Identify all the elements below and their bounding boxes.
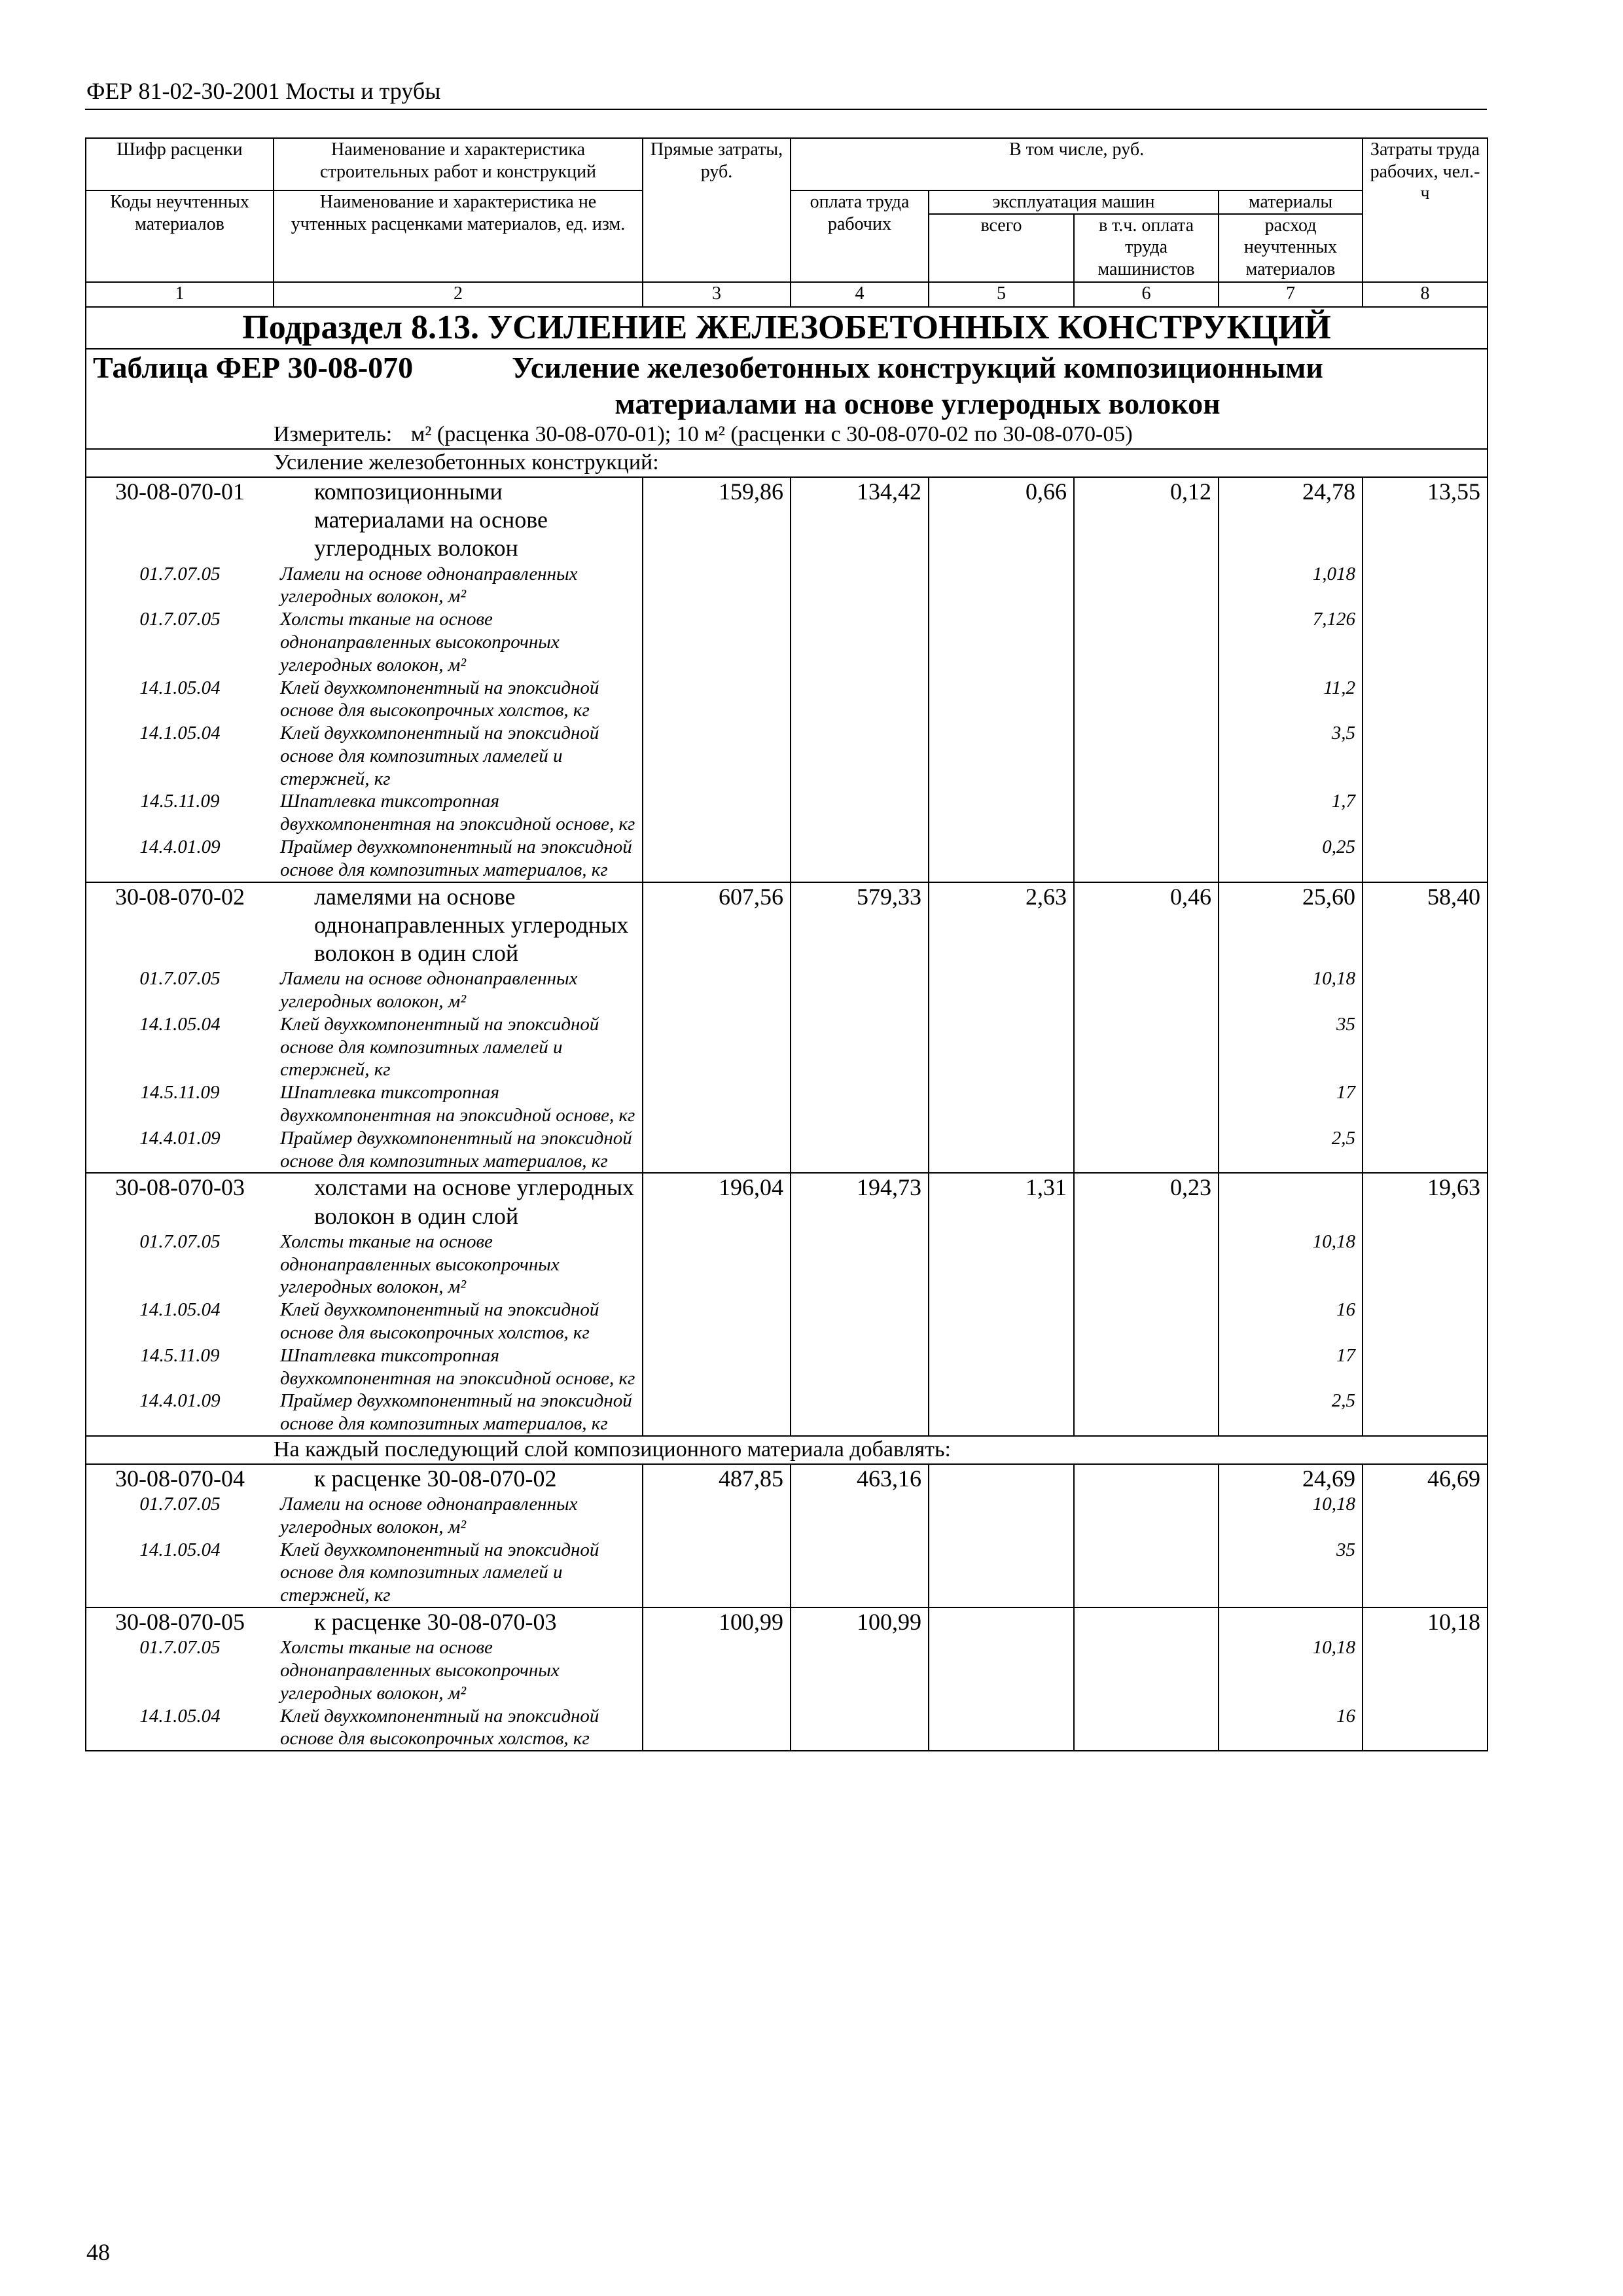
material-row <box>86 1230 1488 1299</box>
empty-cell <box>1363 608 1488 676</box>
empty-cell <box>1074 1493 1219 1539</box>
materials-cost: 25,60 <box>1219 882 1363 968</box>
col-header-unaccounted-materials: расход неучтенных материалов <box>1219 214 1363 282</box>
empty-cell <box>1363 1230 1488 1299</box>
material-code: 14.1.05.04 <box>86 1013 274 1081</box>
rate-name: композиционными материалами на основе углеродных волокон <box>274 477 643 563</box>
material-row <box>86 1493 1488 1539</box>
material-quantity: 16 <box>1219 1705 1363 1751</box>
empty-cell <box>929 1299 1074 1344</box>
measure-text: м² (расценка 30-08-070-01); 10 м² (расценки с 30-08-070-02 по 30-08-070-05) <box>410 422 1133 447</box>
empty-cell <box>791 1705 929 1751</box>
measure-label: Измеритель: <box>274 422 393 447</box>
col-number: 2 <box>274 282 643 307</box>
empty-cell <box>643 608 791 676</box>
material-code: 01.7.07.05 <box>86 967 274 1013</box>
empty-cell <box>1363 1636 1488 1704</box>
material-code: 14.5.11.09 <box>86 1344 274 1390</box>
material-code: 14.1.05.04 <box>86 1705 274 1751</box>
empty-cell <box>791 1081 929 1127</box>
empty-cell <box>791 563 929 609</box>
empty-cell <box>929 1539 1074 1607</box>
empty-cell <box>1074 1539 1219 1607</box>
material-code: 14.5.11.09 <box>86 790 274 836</box>
material-code: 14.4.01.09 <box>86 836 274 882</box>
empty-cell <box>929 677 1074 723</box>
table-title-label: Таблица ФЕР 30-08-070 <box>93 350 414 384</box>
empty-cell <box>643 1344 791 1390</box>
material-quantity: 35 <box>1219 1013 1363 1081</box>
labor-pay: 100,99 <box>791 1607 929 1636</box>
materials-cost: 24,69 <box>1219 1464 1363 1493</box>
material-name: Шпатлевка тиксотропная двухкомпонентная на эпоксидной основе, кг <box>274 790 643 836</box>
material-code: 01.7.07.05 <box>86 1230 274 1299</box>
empty-cell <box>791 967 929 1013</box>
empty-cell <box>643 1230 791 1299</box>
col-header-machines: эксплуатация машин <box>929 190 1219 214</box>
material-quantity: 7,126 <box>1219 608 1363 676</box>
material-quantity: 17 <box>1219 1081 1363 1127</box>
empty-cell <box>791 790 929 836</box>
empty-cell <box>929 1081 1074 1127</box>
empty-cell <box>1363 677 1488 723</box>
material-name: Клей двухкомпонентный на эпоксидной основе для композитных ламелей и стержней, кг <box>274 1539 643 1607</box>
empty-cell <box>929 836 1074 882</box>
empty-cell <box>929 563 1074 609</box>
col-header-material-codes: Коды неучтенных материалов <box>86 190 274 282</box>
empty-cell <box>1074 1127 1219 1174</box>
rate-code: 30-08-070-02 <box>86 882 274 968</box>
empty-cell <box>643 1127 791 1174</box>
col-header-machines-total: всего <box>929 214 1074 282</box>
material-code: 14.4.01.09 <box>86 1390 274 1436</box>
running-header: ФЕР 81-02-30-2001 Мосты и трубы <box>86 78 441 104</box>
empty-cell <box>1074 1013 1219 1081</box>
material-code: 01.7.07.05 <box>86 1636 274 1704</box>
materials-cost <box>1219 1173 1363 1230</box>
col-header-materials: материалы <box>1219 190 1363 214</box>
empty-cell <box>929 1390 1074 1436</box>
material-name: Клей двухкомпонентный на эпоксидной основе для композитных ламелей и стержней, кг <box>274 722 643 790</box>
machinists-pay <box>1074 1464 1219 1493</box>
empty-cell <box>791 1344 929 1390</box>
empty-cell <box>791 722 929 790</box>
col-header-work-name: Наименование и характеристика строительных работ и конструкций <box>274 138 643 190</box>
empty-cell <box>791 1493 929 1539</box>
empty-cell <box>643 790 791 836</box>
col-number: 4 <box>791 282 929 307</box>
material-code: 14.1.05.04 <box>86 1299 274 1344</box>
material-row <box>86 563 1488 609</box>
empty-cell <box>643 563 791 609</box>
empty-cell <box>929 1230 1074 1299</box>
labor-pay: 134,42 <box>791 477 929 563</box>
header-rule <box>85 109 1487 110</box>
empty-cell <box>791 1390 929 1436</box>
empty-cell <box>1074 1299 1219 1344</box>
material-code: 14.1.05.04 <box>86 1539 274 1607</box>
empty-cell <box>1363 1539 1488 1607</box>
material-quantity: 16 <box>1219 1299 1363 1344</box>
material-quantity: 10,18 <box>1219 1636 1363 1704</box>
col-number: 5 <box>929 282 1074 307</box>
empty-cell <box>643 1299 791 1344</box>
empty-cell <box>1363 1705 1488 1751</box>
group-heading: На каждый последующий слой композиционного материала добавлять: <box>274 1436 1488 1464</box>
direct-costs: 159,86 <box>643 477 791 563</box>
empty-cell <box>791 1230 929 1299</box>
labor-pay: 463,16 <box>791 1464 929 1493</box>
material-name: Клей двухкомпонентный на эпоксидной основе для высокопрочных холстов, кг <box>274 677 643 723</box>
material-quantity: 2,5 <box>1219 1127 1363 1174</box>
machinists-pay: 0,23 <box>1074 1173 1219 1230</box>
labor-hours: 46,69 <box>1363 1464 1488 1493</box>
material-name: Ламели на основе однонаправленных углеродных волокон, м² <box>274 967 643 1013</box>
material-code: 01.7.07.05 <box>86 1493 274 1539</box>
empty-cell <box>929 1636 1074 1704</box>
material-name: Шпатлевка тиксотропная двухкомпонентная на эпоксидной основе, кг <box>274 1344 643 1390</box>
rate-code: 30-08-070-05 <box>86 1607 274 1636</box>
material-row <box>86 967 1488 1013</box>
material-row <box>86 722 1488 790</box>
material-row <box>86 1127 1488 1174</box>
machines-total: 0,66 <box>929 477 1074 563</box>
empty-cell <box>791 1636 929 1704</box>
material-name: Клей двухкомпонентный на эпоксидной основе для высокопрочных холстов, кг <box>274 1299 643 1344</box>
empty-cell <box>643 1390 791 1436</box>
labor-hours: 13,55 <box>1363 477 1488 563</box>
empty-cell <box>643 1636 791 1704</box>
material-name: Праймер двухкомпонентный на эпоксидной основе для композитных материалов, кг <box>274 1390 643 1436</box>
material-row <box>86 1705 1488 1751</box>
empty-cell <box>929 1493 1074 1539</box>
empty-cell <box>1074 1390 1219 1436</box>
empty-cell <box>1363 722 1488 790</box>
labor-pay: 579,33 <box>791 882 929 968</box>
empty-cell <box>1363 836 1488 882</box>
material-name: Клей двухкомпонентный на эпоксидной основе для композитных ламелей и стержней, кг <box>274 1013 643 1081</box>
material-row <box>86 1539 1488 1607</box>
material-quantity: 0,25 <box>1219 836 1363 882</box>
rate-name: к расценке 30-08-070-02 <box>274 1464 643 1493</box>
material-quantity: 17 <box>1219 1344 1363 1390</box>
direct-costs: 196,04 <box>643 1173 791 1230</box>
material-row <box>86 1344 1488 1390</box>
empty-cell <box>1074 608 1219 676</box>
empty-cell <box>1363 1493 1488 1539</box>
empty-cell <box>791 836 929 882</box>
machines-total <box>929 1464 1074 1493</box>
empty-cell <box>1074 677 1219 723</box>
empty-cell <box>929 1013 1074 1081</box>
empty-cell <box>1363 1390 1488 1436</box>
empty-cell <box>791 1127 929 1174</box>
col-header-rate-code: Шифр расценки <box>86 138 274 190</box>
empty-cell <box>791 608 929 676</box>
material-quantity: 1,018 <box>1219 563 1363 609</box>
empty-cell <box>1074 1344 1219 1390</box>
empty-cell <box>929 1344 1074 1390</box>
rate-row <box>86 1173 1488 1230</box>
empty-cell <box>1074 967 1219 1013</box>
empty-cell <box>643 1705 791 1751</box>
materials-cost <box>1219 1607 1363 1636</box>
machines-total <box>929 1607 1074 1636</box>
col-number: 8 <box>1363 282 1488 307</box>
empty-cell <box>1074 836 1219 882</box>
material-quantity: 10,18 <box>1219 1493 1363 1539</box>
empty-cell <box>1363 967 1488 1013</box>
empty-cell <box>929 1127 1074 1174</box>
col-number: 3 <box>643 282 791 307</box>
material-name: Ламели на основе однонаправленных углеродных волокон, м² <box>274 1493 643 1539</box>
material-row <box>86 608 1488 676</box>
labor-hours: 58,40 <box>1363 882 1488 968</box>
material-row <box>86 677 1488 723</box>
col-header-including: В том числе, руб. <box>791 138 1363 190</box>
empty-cell <box>1074 1230 1219 1299</box>
material-name: Холсты тканые на основе однонаправленных высокопрочных углеродных волокон, м² <box>274 1230 643 1299</box>
material-code: 14.1.05.04 <box>86 722 274 790</box>
rate-row <box>86 1607 1488 1636</box>
empty-cell <box>643 1539 791 1607</box>
material-quantity: 3,5 <box>1219 722 1363 790</box>
section-title: Подраздел 8.13. УСИЛЕНИЕ ЖЕЛЕЗОБЕТОННЫХ КОНСТРУКЦИЙ <box>86 307 1488 349</box>
material-quantity: 11,2 <box>1219 677 1363 723</box>
empty-cell <box>1363 1013 1488 1081</box>
material-name: Холсты тканые на основе однонаправленных высокопрочных углеродных волокон, м² <box>274 608 643 676</box>
empty-cell <box>643 722 791 790</box>
empty-cell <box>929 722 1074 790</box>
empty-cell <box>1363 1081 1488 1127</box>
empty-cell <box>1363 790 1488 836</box>
material-name: Холсты тканые на основе однонаправленных высокопрочных углеродных волокон, м² <box>274 1636 643 1704</box>
material-name: Праймер двухкомпонентный на эпоксидной основе для композитных материалов, кг <box>274 836 643 882</box>
col-header-direct-costs: Прямые затраты, руб. <box>643 138 791 282</box>
materials-cost: 24,78 <box>1219 477 1363 563</box>
col-header-labor-pay: оплата труда рабочих <box>791 190 929 282</box>
material-code: 01.7.07.05 <box>86 608 274 676</box>
material-quantity: 1,7 <box>1219 790 1363 836</box>
material-row <box>86 1299 1488 1344</box>
material-name: Праймер двухкомпонентный на эпоксидной основе для композитных материалов, кг <box>274 1127 643 1174</box>
empty-cell <box>643 836 791 882</box>
rate-code: 30-08-070-01 <box>86 477 274 563</box>
material-row <box>86 1390 1488 1436</box>
rate-row <box>86 1464 1488 1493</box>
empty-cell <box>1074 1081 1219 1127</box>
rate-name: холстами на основе углеродных волокон в один слой <box>274 1173 643 1230</box>
material-name: Ламели на основе однонаправленных углеродных волокон, м² <box>274 563 643 609</box>
rate-row <box>86 882 1488 968</box>
rate-name: к расценке 30-08-070-03 <box>274 1607 643 1636</box>
empty-cell <box>929 1705 1074 1751</box>
labor-hours: 19,63 <box>1363 1173 1488 1230</box>
material-code: 14.4.01.09 <box>86 1127 274 1174</box>
empty-cell <box>791 1013 929 1081</box>
machinists-pay: 0,46 <box>1074 882 1219 968</box>
rate-code: 30-08-070-04 <box>86 1464 274 1493</box>
direct-costs: 487,85 <box>643 1464 791 1493</box>
empty-cell <box>1363 563 1488 609</box>
empty-cell <box>1074 722 1219 790</box>
direct-costs: 607,56 <box>643 882 791 968</box>
material-row <box>86 790 1488 836</box>
empty-cell <box>929 608 1074 676</box>
col-number: 6 <box>1074 282 1219 307</box>
material-quantity: 35 <box>1219 1539 1363 1607</box>
material-row <box>86 1013 1488 1081</box>
labor-hours: 10,18 <box>1363 1607 1488 1636</box>
empty-cell <box>1074 790 1219 836</box>
empty-cell <box>643 1493 791 1539</box>
group-heading: Усиление железобетонных конструкций: <box>274 449 1488 477</box>
material-row <box>86 836 1488 882</box>
machines-total: 1,31 <box>929 1173 1074 1230</box>
empty-cell <box>1363 1127 1488 1174</box>
empty-cell <box>791 1299 929 1344</box>
table-title-description: Усиление железобетонных конструкций композиционными материалами на основе углеродных волокон <box>512 350 1323 421</box>
empty-cell <box>929 967 1074 1013</box>
machinists-pay: 0,12 <box>1074 477 1219 563</box>
direct-costs: 100,99 <box>643 1607 791 1636</box>
empty-cell <box>643 967 791 1013</box>
empty-cell <box>643 677 791 723</box>
col-header-labor-hours: Затраты труда рабочих, чел.-ч <box>1363 138 1488 282</box>
empty-cell <box>643 1013 791 1081</box>
empty-cell <box>1363 1344 1488 1390</box>
machines-total: 2,63 <box>929 882 1074 968</box>
col-header-machinists-pay: в т.ч. оплата труда машинистов <box>1074 214 1219 282</box>
empty-cell <box>1074 563 1219 609</box>
material-name: Шпатлевка тиксотропная двухкомпонентная на эпоксидной основе, кг <box>274 1081 643 1127</box>
material-row <box>86 1081 1488 1127</box>
labor-pay: 194,73 <box>791 1173 929 1230</box>
page-number: 48 <box>86 2239 110 2265</box>
empty-cell <box>643 1081 791 1127</box>
empty-cell <box>929 790 1074 836</box>
col-number: 7 <box>1219 282 1363 307</box>
col-number: 1 <box>86 282 274 307</box>
empty-cell <box>1074 1636 1219 1704</box>
material-code: 14.5.11.09 <box>86 1081 274 1127</box>
material-code: 14.1.05.04 <box>86 677 274 723</box>
empty-cell <box>791 677 929 723</box>
rate-code: 30-08-070-03 <box>86 1173 274 1230</box>
rates-table <box>85 137 1488 1751</box>
rate-name: ламелями на основе однонаправленных углеродных волокон в один слой <box>274 882 643 968</box>
material-quantity: 10,18 <box>1219 967 1363 1013</box>
material-quantity: 10,18 <box>1219 1230 1363 1299</box>
col-header-material-names: Наименование и характеристика не учтенных расценками материалов, ед. изм. <box>274 190 643 282</box>
empty-cell <box>1363 1299 1488 1344</box>
machinists-pay <box>1074 1607 1219 1636</box>
material-quantity: 2,5 <box>1219 1390 1363 1436</box>
material-name: Клей двухкомпонентный на эпоксидной основе для высокопрочных холстов, кг <box>274 1705 643 1751</box>
material-code: 01.7.07.05 <box>86 563 274 609</box>
empty-cell <box>791 1539 929 1607</box>
empty-cell <box>1074 1705 1219 1751</box>
rate-row <box>86 477 1488 563</box>
material-row <box>86 1636 1488 1704</box>
